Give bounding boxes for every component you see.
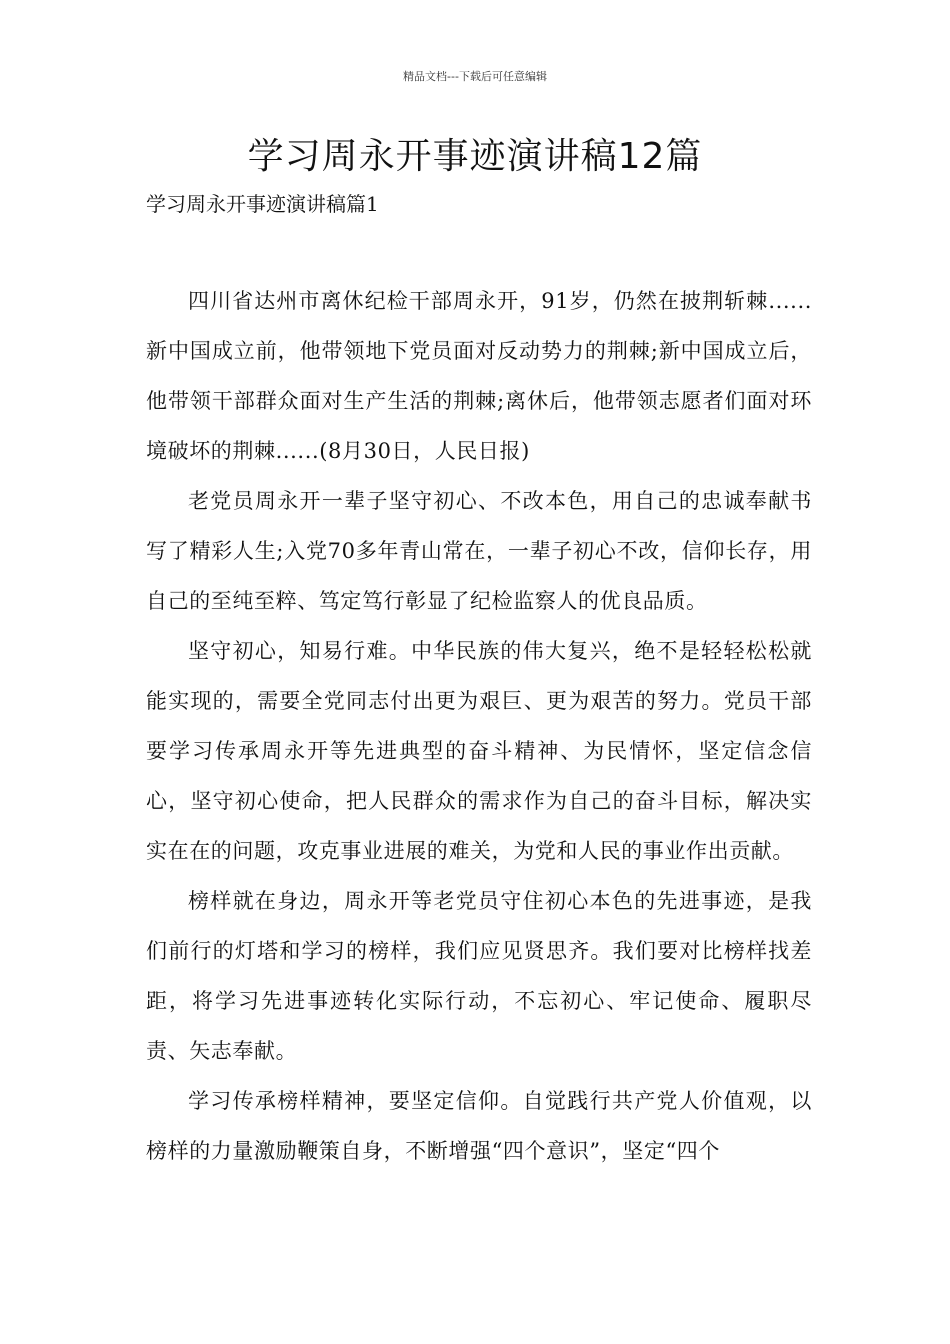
document-header-note: 精品文档---下载后可任意编辑: [403, 70, 547, 83]
paragraph: 坚守初心，知易行难。中华民族的伟大复兴，绝不是轻轻松松就能实现的，需要全党同志付出更为艰巨、更为艰苦的努力。党员干部要学习传承周永开等先进典型的奋斗精神、为民情怀，坚定信念信心，坚守初心使命，把人民群众的需求作为自己的奋斗目标，解决实实在在的问题，攻克事业进展的难关，为党和人民的事业作出贡献。: [146, 639, 812, 863]
paragraph: 老党员周永开一辈子坚守初心、不改本色，用自己的忠诚奉献书写了精彩人生;入党70多年青山常在，一辈子初心不改，信仰长存，用自己的至纯至粹、笃定笃行彰显了纪检监察人的优良品质。: [146, 489, 812, 613]
section-heading: 学习周永开事迹演讲稿篇1: [146, 192, 379, 216]
paragraph: 榜样就在身边，周永开等老党员守住初心本色的先进事迹，是我们前行的灯塔和学习的榜样，我们应见贤思齐。我们要对比榜样找差距，将学习先进事迹转化实际行动，不忘初心、牢记使命、履职尽责、矢志奉献。: [146, 889, 812, 1063]
document-title: 学习周永开事迹演讲稿12篇: [247, 136, 703, 177]
paragraph: 学习传承榜样精神，要坚定信仰。自觉践行共产党人价值观，以榜样的力量激励鞭策自身，不断增强“四个意识”，坚定“四个: [146, 1089, 812, 1163]
document-body: [146, 276, 812, 1176]
paragraph: 四川省达州市离休纪检干部周永开，91岁，仍然在披荆斩棘......新中国成立前，他带领地下党员面对反动势力的荆棘;新中国成立后，他带领干部群众面对生产生活的荆棘;离休后，他带领志愿者们面对环境破坏的荆棘......(8月30日，人民日报): [146, 289, 812, 463]
